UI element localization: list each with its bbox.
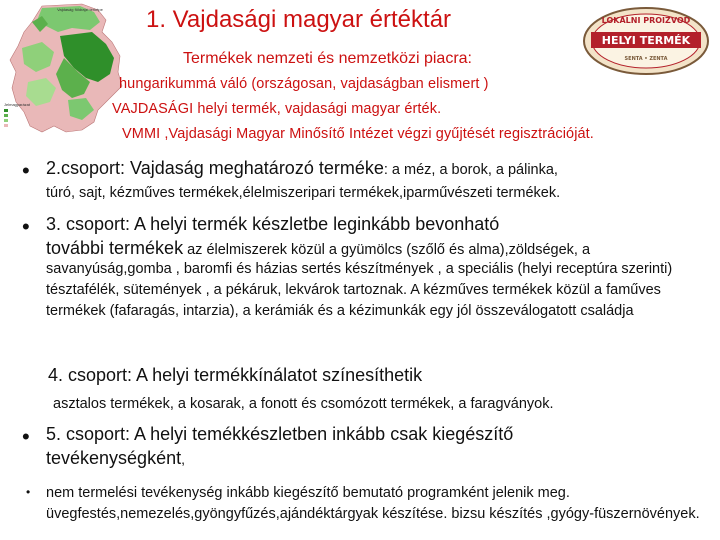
page-title: 1. Vajdasági magyar értéktár bbox=[146, 6, 452, 33]
group5-lead2: tevékenységként bbox=[46, 448, 182, 468]
logo-graphic bbox=[581, 6, 711, 76]
bullet: • bbox=[26, 485, 31, 499]
group2-rest: : a méz, a borok, a pálinka, bbox=[383, 162, 558, 178]
group3-rest: az élelmiszerek közül a gyümölcs (szőlő és alma),zöldségek, a bbox=[183, 242, 591, 258]
map-caption: Vajdaság földrajzi térképe bbox=[57, 7, 103, 12]
group5-comma: , bbox=[181, 451, 185, 467]
bullet: • bbox=[22, 214, 30, 239]
group2-lead: 2.csoport: Vajdaság meghatározó terméke bbox=[46, 158, 384, 178]
group2-heading bbox=[46, 158, 558, 179]
group2-body: túró, sajt, kézműves termékek,élelmiszeripari termékek,iparművészeti termékek. bbox=[46, 185, 561, 201]
group3-body: savanyúság,gomba , baromfi és házias sertés készítmények , a speciális (helyi receptúra szerinti) tésztafélék, sütemények , a pékáruk, lekvárok tartoznak. A kézműves termékek közül a faműves termékek (fafaragás, intarzia), a kerámiák és a kézimunkák egy jól összeválogatott családja bbox=[46, 261, 673, 319]
logo-bottom-text: SENTA • ZENTA bbox=[624, 56, 668, 62]
map-legend bbox=[4, 108, 10, 128]
logo-main-text: HELYI TERMÉK bbox=[601, 34, 691, 47]
group4-heading: 4. csoport: A helyi termékkínálatot színesíthetik bbox=[48, 365, 423, 385]
vojvodina-map bbox=[2, 2, 128, 144]
group6-body: nem termelési tevékenység inkább kiegészítő bemutató programként jelenik meg. üvegfestés,nemezelés,gyöngyfűzés,ajándéktárgyak készítése. bizsu készítés ,gyógy-füszernövények. bbox=[46, 485, 700, 522]
bullet: • bbox=[22, 424, 30, 449]
intro-line-3: VMMI ,Vajdasági Magyar Minősítő Intézet végzi gyűjtését regisztrációját. bbox=[122, 126, 594, 142]
group3-heading: 3. csoport: A helyi termék készletbe leginkább bevonható bbox=[46, 214, 500, 234]
intro-line-2: VAJDASÁGI helyi termék, vajdasági magyar érték. bbox=[112, 101, 442, 117]
group5-heading: 5. csoport: A helyi temékkészletben inkább csak kiegészítő bbox=[46, 424, 514, 444]
group3-heading-line2 bbox=[46, 238, 590, 259]
bullet: • bbox=[22, 158, 30, 183]
intro-line-1: hungarikummá váló (országosan, vajdaságban elismert ) bbox=[119, 76, 489, 92]
group3-lead2: további termékek bbox=[46, 238, 184, 258]
legend-item bbox=[4, 123, 10, 128]
group4-body: asztalos termékek, a kosarak, a fonott és csomózott termékek, a faragványok. bbox=[53, 396, 554, 412]
helyi-termek-logo bbox=[581, 6, 711, 76]
map-legend-title: Jelmagyarázat bbox=[4, 102, 31, 107]
map-graphic bbox=[2, 2, 128, 144]
logo-top-text: LOKALNI PROIZVOD bbox=[601, 16, 691, 25]
group5-heading-line2 bbox=[46, 448, 185, 469]
page-subtitle: Termékek nemzeti és nemzetközi piacra: bbox=[183, 50, 472, 67]
